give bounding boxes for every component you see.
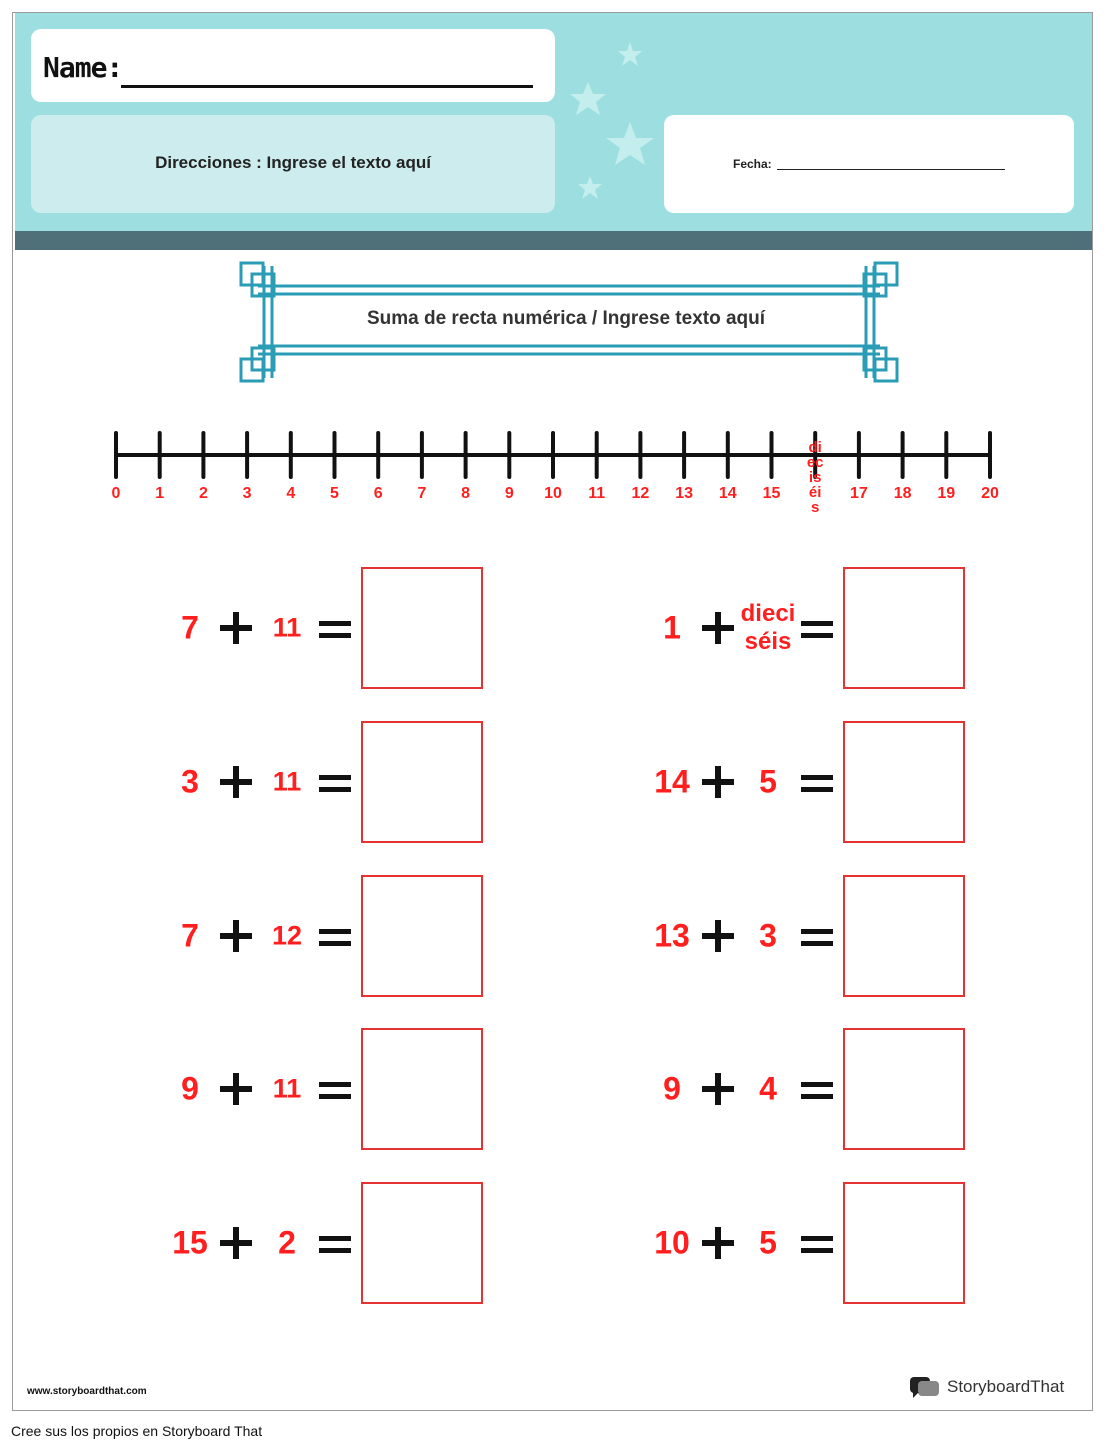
addend-b: 5 bbox=[759, 763, 777, 800]
equals-sign-icon bbox=[318, 1233, 352, 1257]
plus-sign-icon bbox=[218, 918, 254, 954]
equals-sign-icon bbox=[800, 1233, 834, 1257]
number-line-label: 11 bbox=[588, 485, 606, 502]
number-line-label: 6 bbox=[373, 485, 383, 502]
number-line-label: 9 bbox=[504, 485, 514, 502]
number-line-label: 4 bbox=[286, 485, 296, 502]
addend-a: 7 bbox=[181, 609, 199, 646]
speech-bubble-icon bbox=[909, 1375, 941, 1399]
number-line-label: di ec is éi s bbox=[806, 439, 824, 516]
plus-sign-icon bbox=[700, 764, 736, 800]
addend-a: 9 bbox=[181, 1070, 199, 1107]
answer-box[interactable] bbox=[843, 567, 965, 689]
date-label: Fecha: bbox=[733, 157, 772, 171]
answer-box[interactable] bbox=[361, 875, 483, 997]
answer-box[interactable] bbox=[361, 1182, 483, 1304]
number-line-label: 7 bbox=[417, 485, 427, 502]
answer-box[interactable] bbox=[843, 721, 965, 843]
answer-box[interactable] bbox=[361, 1028, 483, 1150]
number-line-label: 2 bbox=[198, 485, 208, 502]
plus-sign-icon bbox=[700, 610, 736, 646]
answer-box[interactable] bbox=[361, 721, 483, 843]
number-line-label: 1 bbox=[155, 485, 165, 502]
addend-a: 7 bbox=[181, 917, 199, 954]
answer-box[interactable] bbox=[843, 1028, 965, 1150]
addend-b: 4 bbox=[759, 1070, 777, 1107]
number-line-label: 13 bbox=[675, 485, 693, 502]
addend-a: 14 bbox=[654, 763, 690, 800]
number-line-label: 8 bbox=[461, 485, 471, 502]
worksheet-title[interactable]: Suma de recta numérica / Ingrese texto aquí bbox=[366, 308, 766, 329]
number-line-label: 15 bbox=[762, 485, 781, 502]
plus-sign-icon bbox=[700, 1225, 736, 1261]
number-line bbox=[0, 0, 1107, 480]
addend-a: 15 bbox=[172, 1224, 208, 1261]
directions-text: Direcciones : Ingrese el texto aquí bbox=[155, 153, 431, 172]
equals-sign-icon bbox=[800, 926, 834, 950]
addend-b: 2 bbox=[278, 1224, 296, 1261]
addend-a: 1 bbox=[663, 609, 681, 646]
number-line-label: 14 bbox=[718, 485, 737, 502]
addend-a: 9 bbox=[663, 1070, 681, 1107]
addend-b: 11 bbox=[272, 766, 302, 797]
footer-note: Cree sus los propios en Storyboard That bbox=[11, 1423, 263, 1439]
equals-sign-icon bbox=[318, 1079, 352, 1103]
addend-b: 11 bbox=[272, 612, 302, 643]
answer-box[interactable] bbox=[361, 567, 483, 689]
addend-a: 10 bbox=[654, 1224, 690, 1261]
plus-sign-icon bbox=[218, 610, 254, 646]
number-line-label: 19 bbox=[937, 485, 956, 502]
addend-b: 3 bbox=[759, 917, 777, 954]
number-line-label: 20 bbox=[981, 485, 999, 502]
number-line-label: 3 bbox=[242, 485, 252, 502]
number-line-label: 18 bbox=[893, 485, 912, 502]
equals-sign-icon bbox=[800, 618, 834, 642]
equals-sign-icon bbox=[800, 772, 834, 796]
answer-box[interactable] bbox=[843, 1182, 965, 1304]
name-label: Name: bbox=[43, 51, 123, 84]
addend-b: 11 bbox=[272, 1073, 302, 1104]
plus-sign-icon bbox=[218, 1225, 254, 1261]
addend-b: 5 bbox=[759, 1224, 777, 1261]
number-line-label: 17 bbox=[849, 485, 868, 502]
addend-b: dieci séis bbox=[740, 600, 796, 655]
site-url[interactable]: www.storyboardthat.com bbox=[27, 1386, 147, 1397]
brand-name: Storyboard bbox=[947, 1377, 1031, 1396]
plus-sign-icon bbox=[700, 1071, 736, 1107]
plus-sign-icon bbox=[218, 1071, 254, 1107]
number-line-label: 10 bbox=[544, 485, 562, 502]
addend-b: 12 bbox=[271, 920, 303, 951]
number-line-label: 0 bbox=[111, 485, 121, 502]
number-line-label: 5 bbox=[330, 485, 339, 502]
brand-suffix: That bbox=[1030, 1377, 1065, 1396]
equals-sign-icon bbox=[318, 618, 352, 642]
plus-sign-icon bbox=[700, 918, 736, 954]
plus-sign-icon bbox=[218, 764, 254, 800]
equals-sign-icon bbox=[318, 926, 352, 950]
number-line-label: 12 bbox=[631, 485, 650, 502]
storyboardthat-logo[interactable] bbox=[909, 1375, 1064, 1399]
addend-a: 13 bbox=[654, 917, 690, 954]
equals-sign-icon bbox=[800, 1079, 834, 1103]
equals-sign-icon bbox=[318, 772, 352, 796]
addend-a: 3 bbox=[181, 763, 199, 800]
answer-box[interactable] bbox=[843, 875, 965, 997]
